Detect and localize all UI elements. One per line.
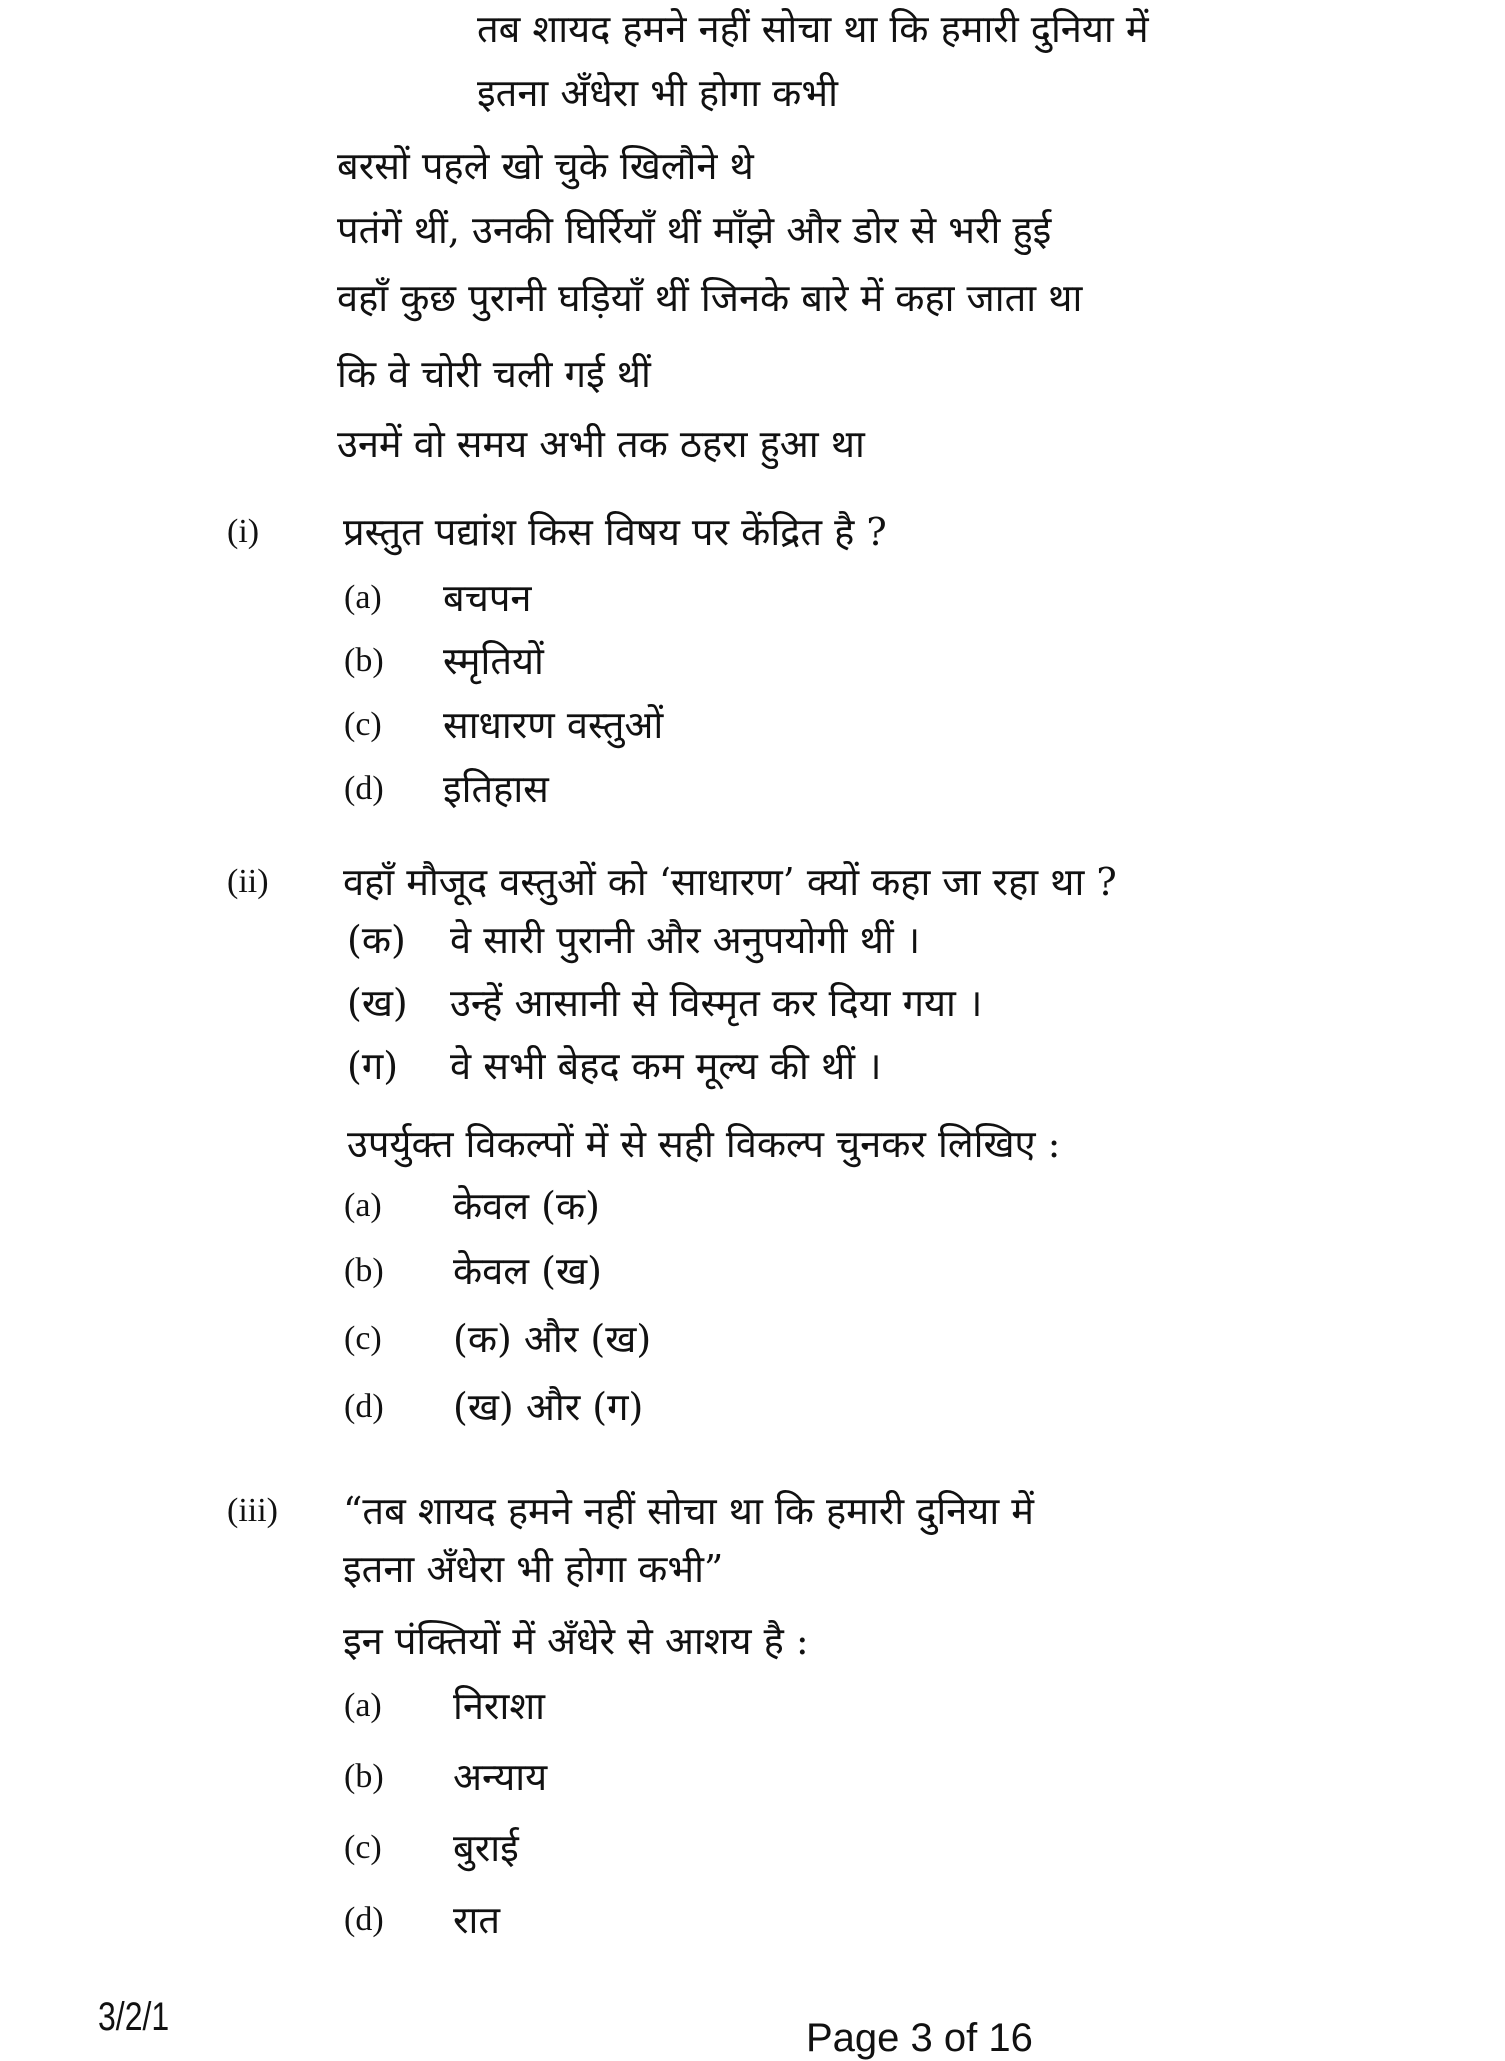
- option-label: (d): [344, 1901, 384, 1938]
- option-label: (b): [344, 1758, 384, 1795]
- poem-line: वहाँ कुछ पुरानी घड़ियाँ थीं जिनके बारे में कहा जाता था: [337, 276, 1083, 320]
- question-text: इतना अँधेरा भी होगा कभी”: [343, 1547, 724, 1591]
- option-text: रात: [453, 1898, 501, 1942]
- poem-line: कि वे चोरी चली गई थीं: [337, 352, 651, 396]
- option-label: (a): [344, 1687, 382, 1724]
- option-label: (b): [344, 642, 384, 679]
- poem-line: तब शायद हमने नहीं सोचा था कि हमारी दुनिया में: [477, 7, 1149, 51]
- option-label: (c): [344, 706, 382, 743]
- option-text: इतिहास: [443, 767, 549, 811]
- poem-line: उनमें वो समय अभी तक ठहरा हुआ था: [337, 422, 865, 466]
- option-text: केवल (ख): [453, 1249, 602, 1293]
- option-text: (ख) और (ग): [453, 1385, 644, 1429]
- option-label: (a): [344, 579, 382, 616]
- option-text: स्मृतियों: [443, 639, 544, 683]
- statement-text: वे सारी पुरानी और अनुपयोगी थीं ।: [450, 918, 921, 962]
- statement-text: उन्हें आसानी से विस्मृत कर दिया गया ।: [450, 981, 983, 1025]
- option-label: (c): [344, 1320, 382, 1357]
- question-number: (ii): [227, 863, 269, 900]
- option-text: बचपन: [443, 576, 532, 620]
- poem-line: बरसों पहले खो चुके खिलौने थे: [337, 144, 754, 188]
- option-text: केवल (क): [453, 1184, 600, 1228]
- statement-label: (क): [347, 918, 406, 962]
- option-label: (b): [344, 1252, 384, 1289]
- option-text: (क) और (ख): [453, 1317, 652, 1361]
- question-number: (iii): [227, 1492, 278, 1529]
- poem-line: इतना अँधेरा भी होगा कभी: [477, 71, 838, 115]
- question-number: (i): [227, 513, 260, 550]
- paper-code: 3/2/1: [98, 1995, 170, 2039]
- question-text: “तब शायद हमने नहीं सोचा था कि हमारी दुनिया में: [343, 1489, 1034, 1533]
- statement-text: वे सभी बेहद कम मूल्य की थीं ।: [450, 1044, 882, 1088]
- statement-label: (ग): [347, 1044, 399, 1088]
- poem-line: पतंगें थीं, उनकी घिर्रियाँ थीं माँझे और डोर से भरी हुई: [337, 208, 1052, 252]
- question-instruction: उपर्युक्त विकल्पों में से सही विकल्प चुनकर लिखिए :: [347, 1122, 1061, 1166]
- option-text: साधारण वस्तुओं: [443, 703, 664, 747]
- option-label: (c): [344, 1829, 382, 1866]
- option-label: (d): [344, 1388, 384, 1425]
- question-text: इन पंक्तियों में अँधेरे से आशय है :: [343, 1619, 809, 1663]
- question-text: प्रस्तुत पद्यांश किस विषय पर केंद्रित है ?: [343, 510, 887, 554]
- option-text: बुराई: [453, 1826, 519, 1870]
- option-label: (d): [344, 770, 384, 807]
- option-text: अन्याय: [453, 1755, 548, 1799]
- page-number: Page 3 of 16: [806, 2016, 1033, 2060]
- option-text: निराशा: [453, 1684, 545, 1728]
- option-label: (a): [344, 1187, 382, 1224]
- statement-label: (ख): [347, 981, 408, 1025]
- question-text: वहाँ मौजूद वस्तुओं को ‘साधारण’ क्यों कहा जा रहा था ?: [343, 860, 1117, 904]
